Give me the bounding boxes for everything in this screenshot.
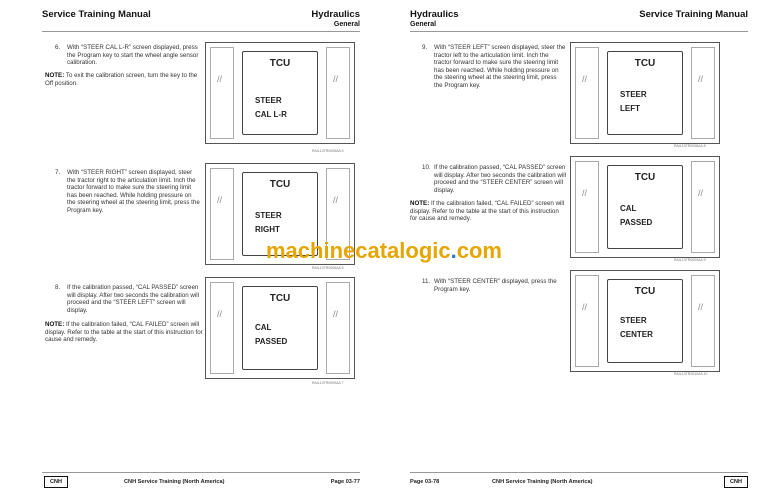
tcu-label: TCU bbox=[634, 172, 656, 183]
note bbox=[45, 72, 203, 87]
note-text: To exit the calibration screen, turn the key to the Off position. bbox=[45, 72, 198, 87]
step-text: With “STEER CENTER” displayed, press the Program key. bbox=[434, 278, 557, 293]
screen-line-2: LEFT bbox=[620, 104, 640, 113]
step-text: With “STEER LEFT” screen displayed, steer the tractor left to the articulation limit. Inch the tractor forward to make sure the steering limit has been reached. While holding pressure on the steering wheel at the steering limit, press the Program key. bbox=[434, 44, 566, 89]
note-text: If the calibration failed, “CAL FAILED” screen will display. Refer to the table at the start of this instruction for cause and remedy. bbox=[45, 321, 203, 344]
tcu-screen bbox=[607, 279, 683, 363]
tcu-label: TCU bbox=[634, 286, 656, 297]
step-number: 7. bbox=[55, 169, 61, 176]
cab-window-right: // bbox=[691, 161, 715, 253]
watermark-tld: com bbox=[456, 238, 502, 263]
tcu-display-figure bbox=[205, 277, 355, 379]
cab-window-left: // bbox=[210, 47, 234, 139]
note-label: NOTE: bbox=[45, 321, 65, 328]
cab-window-left: // bbox=[575, 47, 599, 139]
footer-rule bbox=[410, 472, 748, 473]
cab-window-left: // bbox=[575, 161, 599, 253]
figure-id: RAIL10TR0009AA 7 bbox=[312, 381, 344, 385]
tcu-display-figure bbox=[205, 42, 355, 144]
note bbox=[45, 321, 203, 344]
screen-line-1: STEER bbox=[255, 211, 282, 220]
step-number: 11. bbox=[422, 278, 431, 285]
cab-window-right: // bbox=[691, 275, 715, 367]
section-subtitle: General bbox=[333, 21, 360, 28]
screen-line-2: CAL L-R bbox=[255, 110, 287, 119]
screen-line-2: PASSED bbox=[255, 337, 288, 346]
tcu-display-figure bbox=[570, 270, 720, 372]
cab-window-right: // bbox=[691, 47, 715, 139]
step-text: With “STEER RIGHT” screen displayed, steer the tractor right to the articulation limit. Inch the tractor forward to make sure the steering limit has been reached. While holding pressure on the steering wheel at the steering limit, press the Program key. bbox=[67, 169, 200, 214]
step-number: 9. bbox=[422, 44, 428, 51]
screen-line-2: RIGHT bbox=[255, 225, 280, 234]
watermark bbox=[0, 238, 768, 264]
cab-window-right: // bbox=[326, 282, 350, 374]
tcu-screen bbox=[242, 286, 318, 370]
header-rule bbox=[410, 31, 748, 32]
tcu-label: TCU bbox=[269, 179, 291, 190]
cab-window-left: // bbox=[575, 275, 599, 367]
cnh-logo: CNH bbox=[44, 476, 68, 488]
manual-title: Service Training Manual bbox=[639, 9, 748, 20]
note-label: NOTE: bbox=[410, 200, 430, 207]
tcu-label: TCU bbox=[269, 58, 291, 69]
footer-rule bbox=[42, 472, 360, 473]
page-number: Page 03-78 bbox=[410, 479, 440, 485]
screen-line-1: CAL bbox=[255, 323, 272, 332]
cab-window-left: // bbox=[210, 168, 234, 260]
screen-line-1: CAL bbox=[620, 204, 637, 213]
note-text: If the calibration failed, “CAL FAILED” screen will display. Refer to the table at the start of this instruction for cause and remedy. bbox=[410, 200, 565, 223]
watermark-text: machinecatalogic bbox=[265, 238, 451, 263]
cnh-logo: CNH bbox=[724, 476, 748, 488]
step-number: 6. bbox=[55, 44, 61, 51]
tcu-label: TCU bbox=[634, 58, 656, 69]
section-subtitle: General bbox=[410, 21, 437, 28]
manual-title: Service Training Manual bbox=[42, 9, 151, 20]
figure-id: RAIL10TR0008AA 8 bbox=[674, 144, 706, 148]
screen-line-2: PASSED bbox=[620, 218, 653, 227]
page-number: Page 03-77 bbox=[330, 479, 360, 485]
note-label: NOTE: bbox=[45, 72, 65, 79]
note bbox=[410, 200, 566, 223]
screen-line-2: CENTER bbox=[620, 330, 653, 339]
step-text: With “STEER CAL L-R” screen displayed, press the Program key to start the wheel angle sensor calibration. bbox=[67, 44, 199, 67]
footer-text: CNH Service Training (North America) bbox=[492, 479, 593, 485]
step-number: 10. bbox=[422, 164, 431, 171]
tcu-screen bbox=[242, 51, 318, 135]
tcu-screen bbox=[607, 51, 683, 135]
watermark-dot: . bbox=[450, 238, 457, 263]
tcu-display-figure bbox=[570, 42, 720, 144]
step-number: 8. bbox=[55, 284, 61, 291]
figure-id: RAIL10TR0005AA 5 bbox=[312, 149, 344, 153]
header-rule bbox=[42, 31, 360, 32]
figure-id: RAIL10TR0010AA 10 bbox=[674, 372, 708, 376]
screen-line-1: STEER bbox=[620, 90, 647, 99]
screen-line-1: STEER bbox=[255, 96, 282, 105]
footer-text: CNH Service Training (North America) bbox=[124, 479, 225, 485]
section-title: Hydraulics bbox=[410, 9, 459, 20]
tcu-label: TCU bbox=[269, 293, 291, 304]
tcu-screen bbox=[607, 165, 683, 249]
step-text: If the calibration passed, “CAL PASSED” screen will display. After two seconds the calibration will proceed and the “STEER LEFT” screen will display. bbox=[67, 284, 199, 314]
cab-window-left: // bbox=[210, 282, 234, 374]
screen-line-1: STEER bbox=[620, 316, 647, 325]
section-title: Hydraulics bbox=[311, 9, 360, 20]
cab-window-right: // bbox=[326, 168, 350, 260]
step-text: If the calibration passed, “CAL PASSED” screen will display. After two seconds the calibration will proceed and the “STEER CENTER” screen will display. bbox=[434, 164, 566, 194]
figure-id: RAIL10TR0009AA 9 bbox=[674, 258, 706, 262]
cab-window-right: // bbox=[326, 47, 350, 139]
figure-id: RAIL10TR0006AA 6 bbox=[312, 266, 344, 270]
